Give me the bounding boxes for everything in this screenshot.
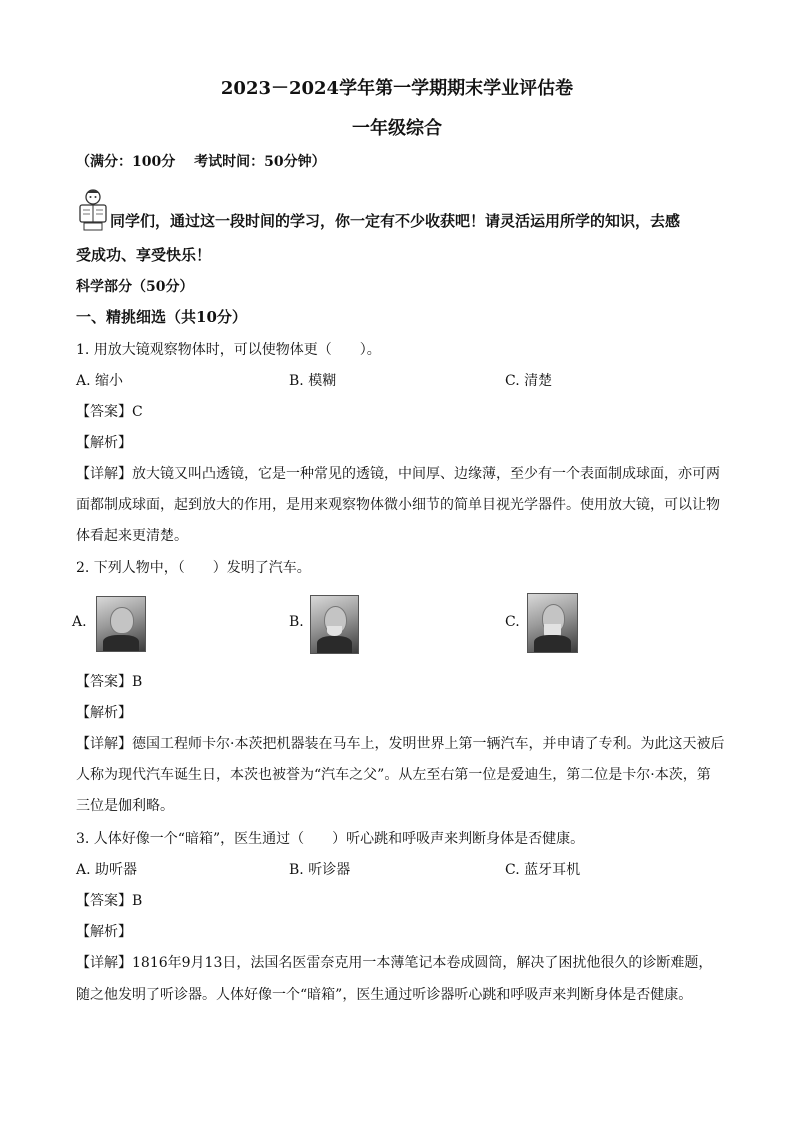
q3-option-c: C. 蓝牙耳机 xyxy=(505,862,581,878)
q3-option-b: B. 听诊器 xyxy=(289,862,351,878)
q2-analysis: 【解析】 xyxy=(76,705,132,721)
q1-answer: 【答案】C xyxy=(76,404,143,420)
q3-detail-1: 【详解】1816年9月13日，法国名医雷奈克用一本薄笔记本卷成圆筒，解决了困扰他很久的诊断难题， xyxy=(76,955,713,971)
q3-detail-2: 随之他发明了听诊器。人体好像一个“暗箱”，医生通过听诊器听心跳和呼吸声来判断身体是否健康。 xyxy=(76,987,693,1003)
q2-detail-3: 三位是伽利略。 xyxy=(76,798,174,814)
portrait-benz xyxy=(310,595,359,654)
q1-detail-3: 体看起来更清楚。 xyxy=(76,528,188,544)
intro-line-2: 受成功、享受快乐！ xyxy=(76,246,212,264)
q1-option-b: B. 模糊 xyxy=(289,373,337,389)
student-reading-icon xyxy=(76,187,110,233)
portrait-galileo xyxy=(527,593,578,653)
portrait-edison xyxy=(96,596,146,652)
q3-answer: 【答案】B xyxy=(76,893,143,909)
q2-answer: 【答案】B xyxy=(76,674,143,690)
q2-detail-2: 人称为现代汽车诞生日，本茨也被誉为“汽车之父”。从左至右第一位是爱迪生，第二位是卡尔·本茨，第 xyxy=(76,767,711,783)
q2-option-b: B. xyxy=(289,614,304,630)
q3-analysis: 【解析】 xyxy=(76,924,132,940)
q2-option-a: A. xyxy=(72,614,87,630)
q1-option-c: C. 清楚 xyxy=(505,373,553,389)
q1-detail-1: 【详解】放大镜又叫凸透镜，它是一种常见的透镜，中间厚、边缘薄，至少有一个表面制成球面，亦可两 xyxy=(76,466,720,482)
intro-line-1: 同学们，通过这一段时间的学习，你一定有不少收获吧！请灵活运用所学的知识，去感 xyxy=(110,212,681,230)
q2-stem: 2. 下列人物中，（ ）发明了汽车。 xyxy=(76,560,311,576)
q1-analysis: 【解析】 xyxy=(76,435,132,451)
q3-option-a: A. 助听器 xyxy=(76,862,138,878)
q1-stem: 1. 用放大镜观察物体时，可以使物体更（ ）。 xyxy=(76,342,381,358)
q3-stem: 3. 人体好像一个“暗箱”，医生通过（ ）听心跳和呼吸声来判断身体是否健康。 xyxy=(76,831,585,847)
q1-detail-2: 面都制成球面，起到放大的作用，是用来观察物体微小细节的简单目视光学器件。使用放大镜，可以让物 xyxy=(76,497,720,513)
exam-subtitle: 一年级综合 xyxy=(352,118,442,139)
section-title: 科学部分（50分） xyxy=(76,279,194,295)
q2-option-c: C. xyxy=(505,614,520,630)
q1-option-a: A. 缩小 xyxy=(76,373,124,389)
exam-info: （满分：100分 考试时间：50分钟） xyxy=(76,154,326,170)
q2-detail-1: 【详解】德国工程师卡尔·本茨把机器装在马车上，发明世界上第一辆汽车，并申请了专利。为此这天被后 xyxy=(76,736,725,752)
exam-title: 2023－2024学年第一学期期末学业评估卷 xyxy=(220,78,574,99)
part-title: 一、精挑细选（共10分） xyxy=(76,308,247,326)
